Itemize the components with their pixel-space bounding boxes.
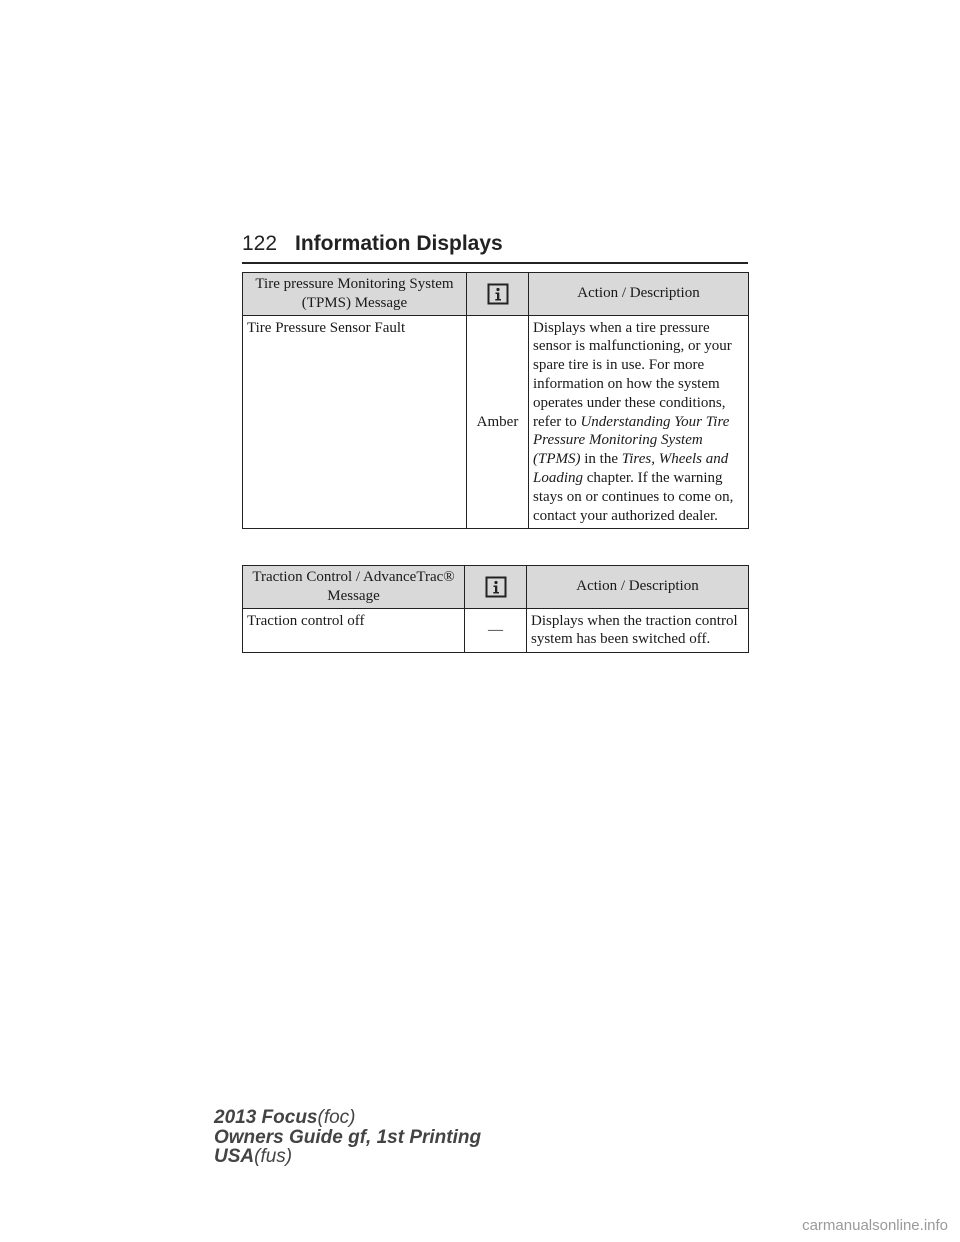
print-footer (214, 1108, 481, 1167)
footer-line-2 (214, 1128, 481, 1148)
message-cell: Tire Pressure Sensor Fault (243, 315, 467, 529)
footer-printing: Owners Guide gf, 1st Printing (214, 1126, 482, 1148)
info-icon (485, 576, 507, 598)
description-cell (529, 315, 749, 529)
message-cell: Traction control off (243, 608, 465, 653)
footer-model-code: (foc) (317, 1107, 356, 1128)
page-header (242, 232, 748, 272)
footer-region: USA (214, 1146, 255, 1167)
description-section-ref: Understanding Your Tire Pressure Monitoring System (TPMS) (533, 413, 730, 468)
header-rule (242, 262, 748, 264)
footer-model: 2013 Focus (214, 1107, 318, 1128)
table-row (243, 608, 749, 653)
tpms-message-table (242, 272, 749, 529)
footer-region-code: (fus) (254, 1146, 293, 1167)
page-number: 122 (242, 232, 278, 255)
footer-line-1 (214, 1108, 481, 1128)
column-header-icon (465, 566, 527, 609)
indicator-cell: — (465, 608, 527, 653)
column-header-action: Action / Description (527, 566, 749, 609)
traction-control-message-table (242, 565, 749, 653)
footer-line-3 (214, 1147, 481, 1167)
watermark: carmanualsonline.info (802, 1217, 948, 1234)
description-outro: chapter. If the warning stays on or continues to come on, contact your authorized dealer. (533, 469, 734, 524)
info-icon (487, 283, 509, 305)
description-in: in the (580, 451, 622, 468)
description-intro: Displays when a tire pressure sensor is malfunctioning, or your spare tire is in use. For more information on how the system operates under these conditions, refer to (533, 319, 732, 430)
column-header-action: Action / Description (529, 273, 749, 316)
column-header-message: Traction Control / AdvanceTrac® Message (243, 566, 465, 609)
indicator-cell: Amber (467, 315, 529, 529)
column-header-message: Tire pressure Monitoring System (TPMS) Message (243, 273, 467, 316)
column-header-icon (467, 273, 529, 316)
description-chapter-ref: Tires, Wheels and Loading (533, 451, 729, 486)
description-cell: Displays when the traction control system has been switched off. (527, 608, 749, 653)
page-title: Information Displays (295, 232, 503, 255)
table-row (243, 315, 749, 529)
